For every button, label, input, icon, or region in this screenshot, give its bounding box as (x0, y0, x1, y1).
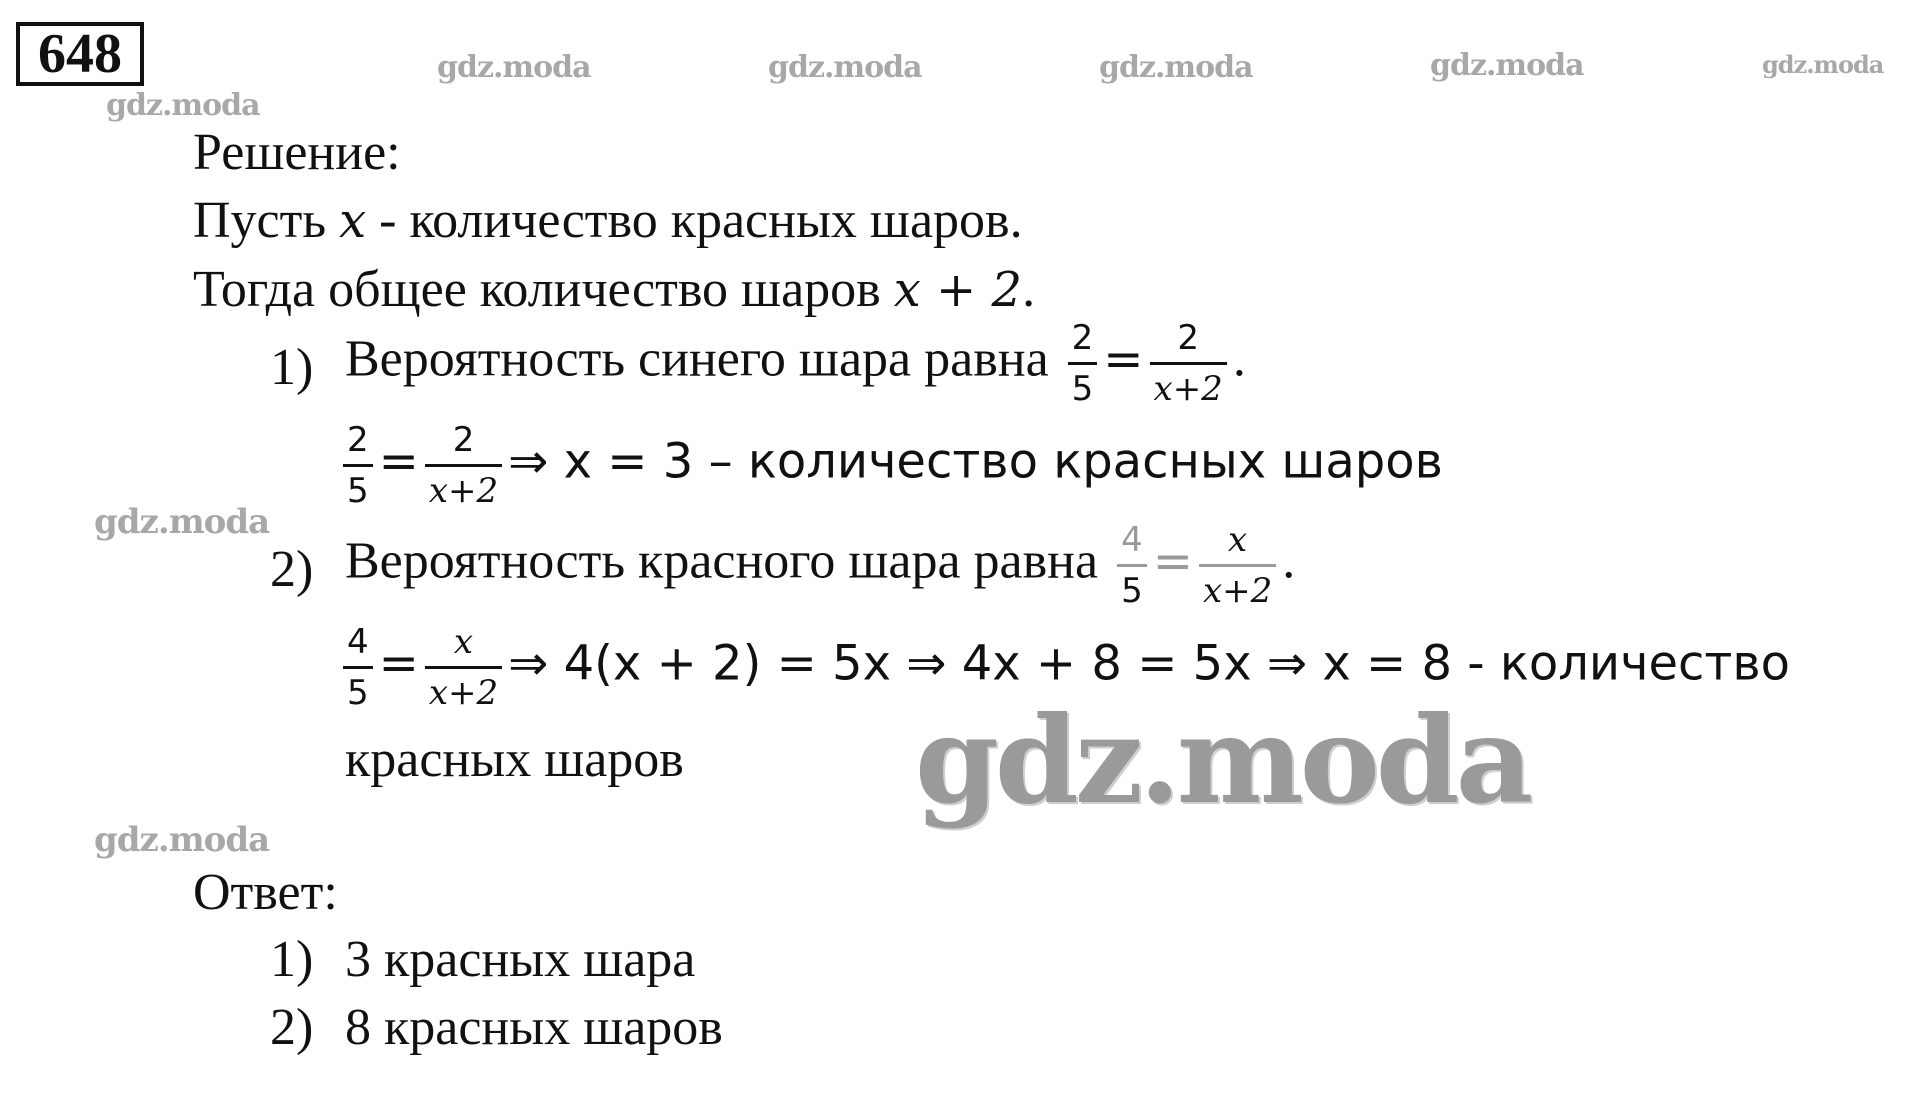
answer-1-marker: 1) (270, 931, 314, 988)
watermark: gdz.moda (1762, 50, 1884, 79)
watermark: gdz.moda (94, 502, 270, 542)
step2-calc-result: ⇒ 4(x + 2) = 5x ⇒ 4x + 8 = 5x ⇒ x = 8 - количество (508, 635, 1790, 692)
step2-eq: = (1152, 533, 1193, 590)
solution-heading: Решение: (193, 124, 401, 181)
watermark: gdz.moda (94, 820, 270, 860)
let-line (193, 191, 1023, 251)
step1-line (345, 318, 1246, 409)
let-suffix: - количество красных шаров. (366, 192, 1023, 249)
step1-calc-fraction-a: $\frac{2}{5}$ (343, 420, 373, 511)
watermark: gdz.moda (437, 50, 591, 85)
step2-end: . (1282, 532, 1296, 590)
step1-marker: 1) (270, 339, 314, 396)
var-x: x (339, 193, 367, 249)
answer-1-text: 3 красных шара (345, 931, 696, 988)
step1-fraction-b: $\frac{2}{x+2}$ (1150, 318, 1227, 409)
step2-text: Вероятность красного шара равна (345, 532, 1099, 590)
problem-number: 648 (16, 22, 144, 86)
step1-text: Вероятность синего шара равна (345, 330, 1049, 388)
watermark: gdz.moda (768, 50, 922, 85)
step2-calc-fraction-b: $\frac{x}{x+2}$ (425, 622, 502, 713)
step2-calc-continuation: красных шаров (345, 731, 684, 788)
step2-fraction-b: $\frac{x}{x+2}$ (1199, 520, 1276, 611)
watermark: gdz.moda (106, 88, 260, 123)
watermark: gdz.moda (1099, 50, 1253, 85)
step1-fraction-a: $\frac{2}{5}$ (1068, 318, 1098, 409)
step2-marker: 2) (270, 541, 314, 598)
answer-2-marker: 2) (270, 999, 314, 1056)
step2-calc-eq: = (378, 635, 419, 692)
total-line (193, 260, 1035, 320)
answer-heading: Ответ: (193, 864, 338, 921)
watermark: gdz.moda (1430, 48, 1584, 83)
step1-calc (343, 420, 1443, 511)
total-prefix: Тогда общее количество шаров (193, 261, 894, 318)
answer-2-text: 8 красных шаров (345, 999, 723, 1056)
step2-calc-fraction-a: $\frac{4}{5}$ (343, 622, 373, 713)
total-expr: x + 2 (893, 262, 1023, 318)
let-prefix: Пусть (193, 192, 340, 249)
step2-line (345, 520, 1295, 611)
step1-eq: = (1103, 331, 1144, 388)
step2-fraction-a: $\frac{4}{5}$ (1117, 520, 1147, 611)
total-end: . (1022, 261, 1036, 318)
step2-calc (343, 622, 1790, 713)
step1-calc-result: ⇒ x = 3 – количество красных шаров (508, 433, 1443, 490)
step1-calc-fraction-b: $\frac{2}{x+2}$ (425, 420, 502, 511)
step1-calc-eq: = (378, 433, 419, 490)
watermark-large: gdz.moda (915, 690, 1530, 831)
step1-end: . (1232, 330, 1246, 388)
